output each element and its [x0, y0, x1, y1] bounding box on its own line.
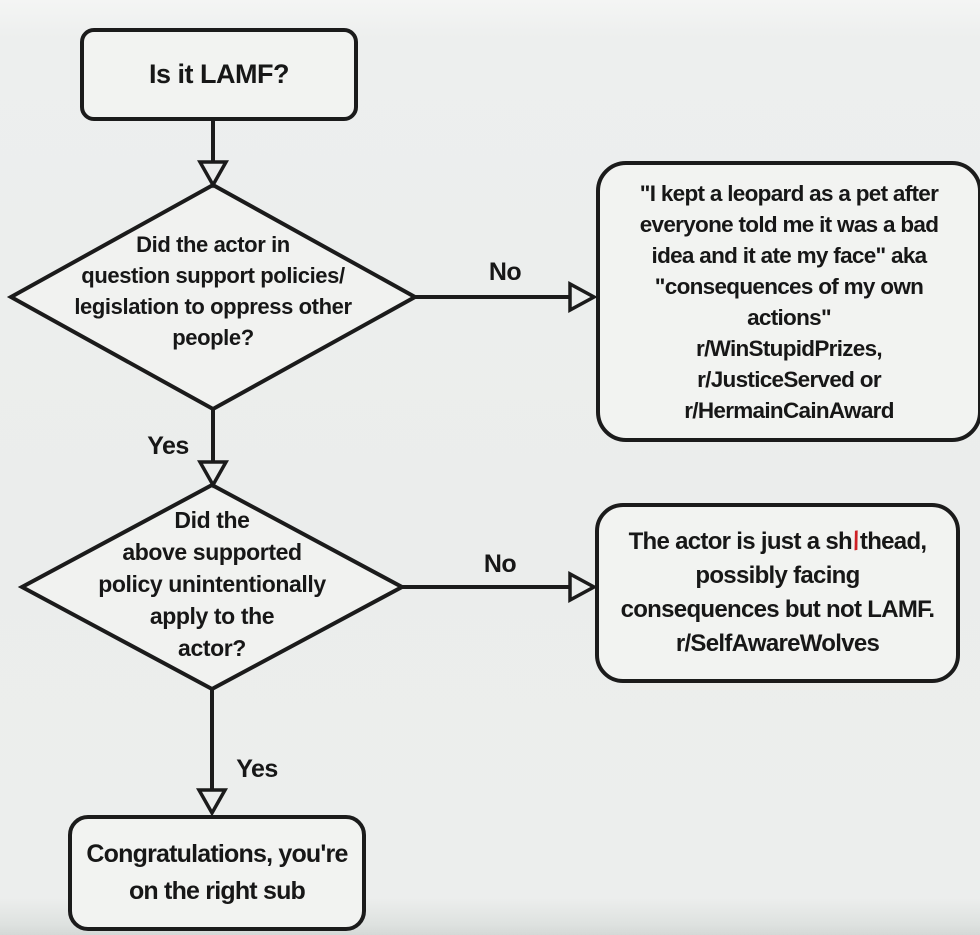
edge-label-yes1: Yes: [147, 432, 189, 460]
shithead-subreddit: r/SelfAwareWolves: [675, 630, 880, 657]
decision1-line: question support policies/: [81, 263, 345, 288]
leopard-line: everyone told me it was a bad: [639, 211, 939, 237]
edge-label-no1: No: [488, 258, 522, 286]
shithead-line1-post: thead,: [859, 528, 927, 555]
leopard-subreddit: r/JusticeServed or: [697, 366, 881, 392]
decision2-line: above supported: [122, 539, 302, 565]
node-shithead-result: [595, 503, 960, 683]
decision2-line: apply to the: [149, 603, 275, 629]
decision2-line: Did the: [174, 507, 250, 533]
leopard-subreddit: r/HermainCainAward: [684, 397, 894, 423]
arrowhead-no1: [570, 284, 594, 310]
leopard-line: idea and it ate my face" aka: [651, 242, 927, 268]
decision1-line: legislation to oppress other: [74, 294, 352, 319]
node-start-label: Is it LAMF?: [149, 59, 289, 89]
censor-slash: /: [850, 526, 862, 557]
arrowhead-yes1: [200, 462, 226, 485]
shithead-line1-pre: The actor is just a sh: [628, 528, 852, 555]
arrowhead-no2: [570, 574, 594, 600]
leopard-subreddit: r/WinStupidPrizes,: [696, 335, 882, 361]
leopard-line: actions": [747, 304, 831, 330]
decision2-line: policy unintentionally: [98, 571, 326, 597]
end-line: on the right sub: [128, 877, 306, 905]
shithead-line: possibly facing: [695, 562, 860, 589]
decision1-line: people?: [172, 325, 254, 350]
leopard-line: "I kept a leopard as a pet after: [639, 180, 939, 206]
decision1-line: Did the actor in: [136, 232, 290, 257]
leopard-line: "consequences of my own: [654, 273, 924, 299]
shithead-line: consequences but not LAMF.: [620, 596, 935, 623]
edge-label-yes2: Yes: [236, 755, 278, 783]
node-decision1-text: [13, 229, 413, 353]
end-line: Congratulations, you're: [86, 840, 348, 868]
arrowhead-yes2: [199, 790, 225, 813]
decision2-line: actor?: [178, 635, 246, 661]
node-leopard-result: [596, 161, 980, 442]
node-decision2-text: [22, 504, 402, 664]
node-end: [68, 815, 366, 931]
shithead-line1: [629, 525, 927, 559]
node-start: [80, 28, 358, 121]
edge-label-no2: No: [483, 550, 517, 578]
arrowhead-start-q1: [200, 162, 226, 185]
